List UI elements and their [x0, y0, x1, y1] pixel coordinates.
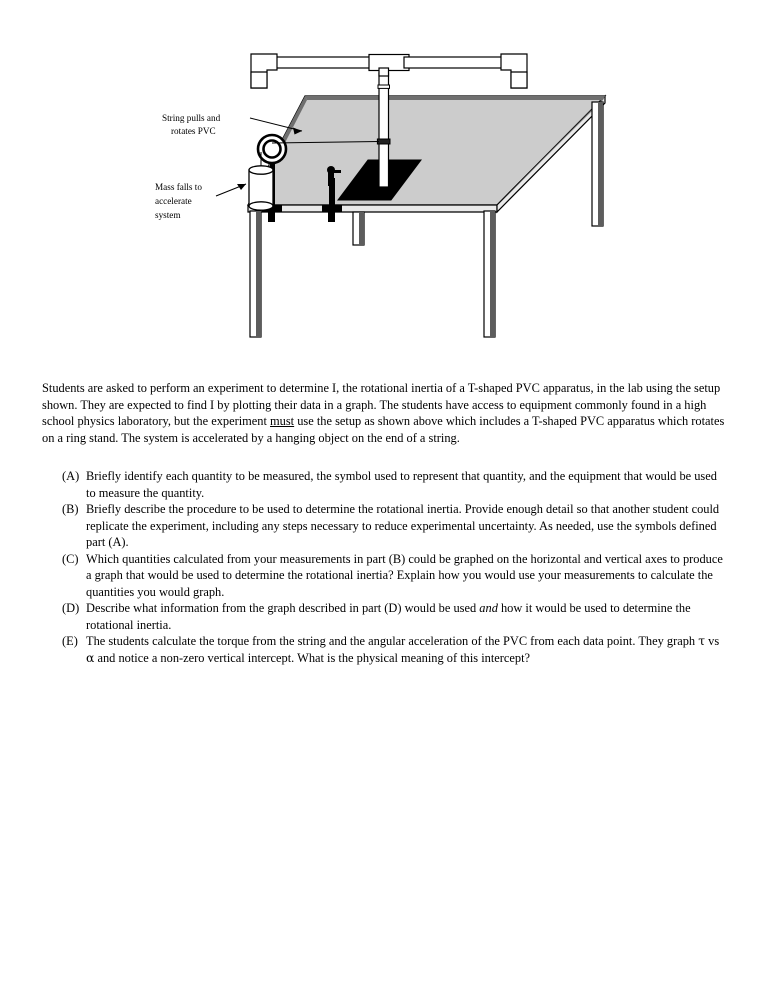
question-item-d — [62, 600, 727, 633]
mass-callout-line3: system — [155, 210, 181, 220]
intro-paragraph — [42, 380, 726, 446]
table-back-rim — [305, 96, 605, 100]
question-item-c — [62, 551, 727, 601]
question-text-a: Briefly identify each quantity to be measured, the symbol used to represent that quantity, and the equipment that would be used to measure the quantity. — [86, 469, 717, 500]
pulley — [258, 135, 286, 163]
string-callout-line1: String pulls and — [162, 113, 221, 123]
string-callout — [162, 113, 302, 136]
intro-emphasis: must — [270, 414, 295, 429]
question-item-b — [62, 501, 727, 551]
question-text-c: Which quantities calculated from your measurements in part (B) could be graphed on the horizontal and vertical axes to produce a graph that would be used to determine the rotational inertia? Explain how you would use your measurements to calculate the quantities you would graph. — [86, 551, 723, 599]
intro-text-before: Students are asked to perform an experiment to determine I, the rotational inertia of a T-shaped PVC apparatus, in the lab using the setup shown. They are expected to find I by plotting their data in a graph. The students have access to equipment commonly found in a high school physics laboratory, but the experiment — [42, 381, 721, 429]
hanging-mass — [249, 166, 273, 210]
question-e-text-mid: vs — [705, 634, 720, 648]
question-text-e — [86, 633, 727, 666]
question-tag-a: (A) — [62, 469, 80, 483]
question-text-d — [86, 600, 727, 633]
table-leg-front-right — [484, 211, 495, 337]
symbol-alpha: α — [86, 649, 95, 665]
apparatus-figure — [0, 0, 768, 360]
intro-text-after: use the setup as shown above which includes a T-shaped PVC apparatus which rotates on a ring stand. The system is accelerated by a hanging object on the end of a string. — [42, 414, 725, 445]
question-item-e — [62, 633, 727, 666]
question-d-text-before: Describe what information from the graph described in part (D) would be used — [86, 601, 480, 615]
question-d-emphasis: and — [479, 601, 498, 615]
table-leg-back-center — [353, 212, 364, 245]
question-d-text-after: how it would be used to determine the rotational inertia. — [86, 601, 691, 632]
question-item-a — [62, 468, 727, 501]
question-tag-b: (B) — [62, 502, 79, 516]
question-tag-e: (E) — [62, 634, 78, 648]
question-list — [62, 468, 727, 666]
table-leg-front-left — [250, 211, 261, 337]
lab-table — [248, 96, 605, 337]
mass-callout-line2: accelerate — [155, 196, 192, 206]
table-leg-back-right — [592, 102, 603, 226]
mass-callout-line1: Mass falls to — [155, 182, 202, 192]
mass-callout — [155, 182, 246, 220]
question-e-text-before: The students calculate the torque from the string and the angular acceleration of the PVC from each data point. They graph — [86, 634, 699, 648]
question-e-text-after: and notice a non-zero vertical intercept. What is the physical meaning of this intercept? — [94, 650, 531, 665]
pvc-vertical-rod — [377, 73, 390, 187]
table-front-edge — [248, 205, 497, 212]
question-text-b: Briefly describe the procedure to be used to determine the rotational inertia. Provide enough detail so that another student could replicate the experiment, including any steps necessary to reduce experimental uncertainty. As needed, use the symbols defined part (A). — [86, 502, 720, 549]
question-tag-c: (C) — [62, 551, 79, 566]
question-tag-d: (D) — [62, 601, 80, 615]
symbol-tau: τ — [698, 633, 706, 648]
string-callout-line2: rotates PVC — [171, 126, 216, 136]
